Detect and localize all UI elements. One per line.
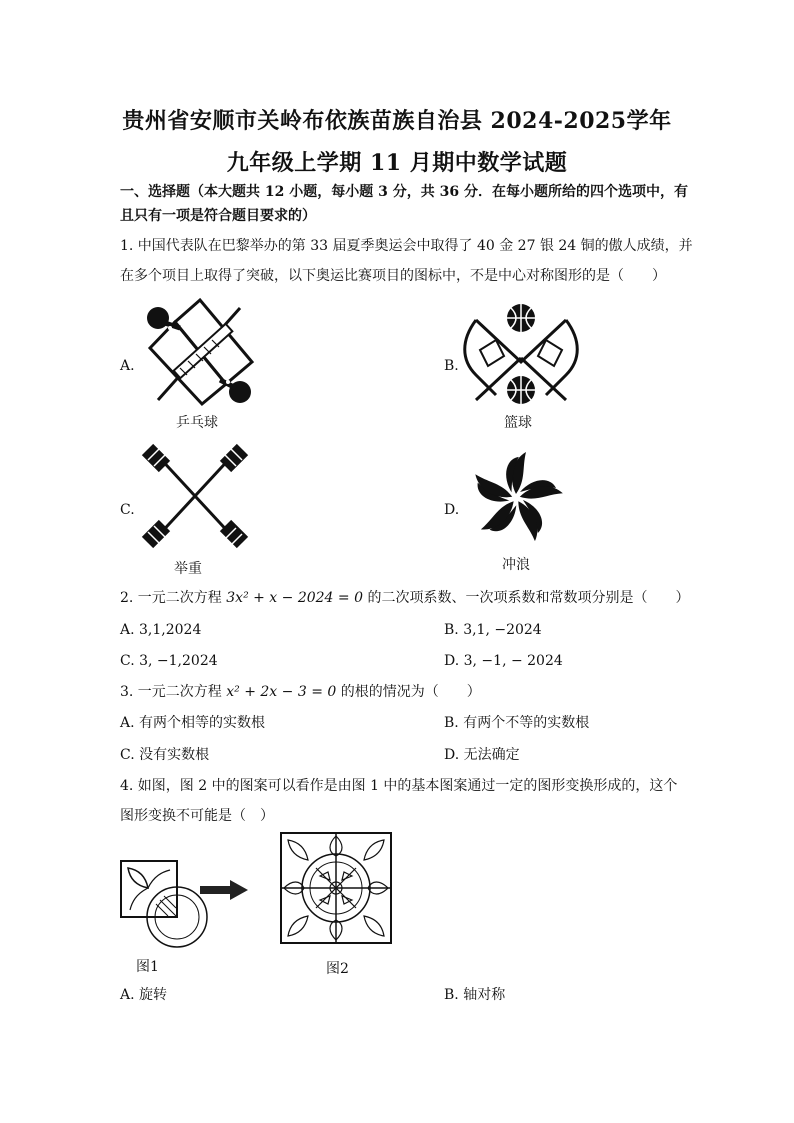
q1-text-line-2: 在多个项目上取得了突破，以下奥运比赛项目的图标中，不是中心对称图形的是（ ） — [120, 268, 666, 284]
title-line-1: 贵州省安顺市关岭布依族苗族自治县 2024-2025学年 — [122, 108, 672, 134]
q2-option-d: D. 3, −1, − 2024 — [444, 653, 563, 669]
q3-equation: x² + 2x − 3 = 0 — [226, 684, 337, 700]
figure-1-tile — [120, 860, 178, 918]
basketball-icon — [466, 300, 576, 410]
q4-option-a: A. 旋转 — [120, 987, 168, 1003]
q2-equation: 3x² + x − 2024 = 0 — [226, 590, 364, 606]
surfing-icon — [466, 448, 566, 548]
q1-option-a-label: A. — [120, 358, 135, 374]
q1-option-b-caption: 篮球 — [504, 415, 532, 431]
q2-option-c: C. 3, −1,2024 — [120, 653, 218, 669]
arrow-right-icon — [200, 880, 248, 900]
figure-1-caption: 图1 — [136, 959, 159, 975]
q2-text — [120, 588, 689, 608]
q2-suffix: 的二次项系数、一次项系数和常数项分别是（ ） — [363, 590, 690, 606]
q1-option-b-label: B. — [444, 358, 459, 374]
q3-option-c: C. 没有实数根 — [120, 747, 210, 763]
q3-suffix: 的根的情况为（ ） — [336, 684, 481, 700]
q2-option-b: B. 3,1, −2024 — [444, 622, 542, 638]
q3-option-d: D. 无法确定 — [444, 747, 520, 763]
q2-option-a: A. 3,1,2024 — [120, 622, 202, 638]
q1-option-a-caption: 乒乓球 — [176, 415, 218, 431]
title-line-2: 九年级上学期 11 月期中数学试题 — [226, 150, 568, 176]
q3-text — [120, 682, 481, 702]
q1-text-line-1: 1. 中国代表队在巴黎举办的第 33 届夏季奥运会中取得了 40 金 27 银 24 铜的傲人成绩，并 — [120, 238, 693, 254]
q3-option-a: A. 有两个相等的实数根 — [120, 715, 266, 731]
weightlifting-icon — [140, 446, 250, 546]
section-header-line-2: 且只有一项是符合题目要求的） — [120, 208, 316, 224]
figure-2-pattern — [280, 832, 392, 944]
q2-prefix: 2. 一元二次方程 — [120, 590, 227, 606]
q1-option-d-caption: 冲浪 — [502, 557, 530, 573]
q3-prefix: 3. 一元二次方程 — [120, 684, 227, 700]
figure-2-caption: 图2 — [326, 961, 349, 977]
table-tennis-icon — [140, 300, 260, 410]
q3-option-b: B. 有两个不等的实数根 — [444, 715, 590, 731]
q4-text-line-1: 4. 如图，图 2 中的图案可以看作是由图 1 中的基本图案通过一定的图形变换形成的，这个 — [120, 778, 678, 794]
q1-option-d-label: D. — [444, 502, 460, 518]
q1-option-c-caption: 举重 — [174, 561, 202, 577]
q1-option-c-label: C. — [120, 502, 135, 518]
q4-option-b: B. 轴对称 — [444, 987, 506, 1003]
section-header-line-1: 一、选择题（本大题共 12 小题，每小题 3 分，共 36 分．在每小题所给的四个选项中，有 — [120, 184, 688, 200]
q4-text-line-2: 图形变换不可能是（ ） — [120, 808, 274, 824]
